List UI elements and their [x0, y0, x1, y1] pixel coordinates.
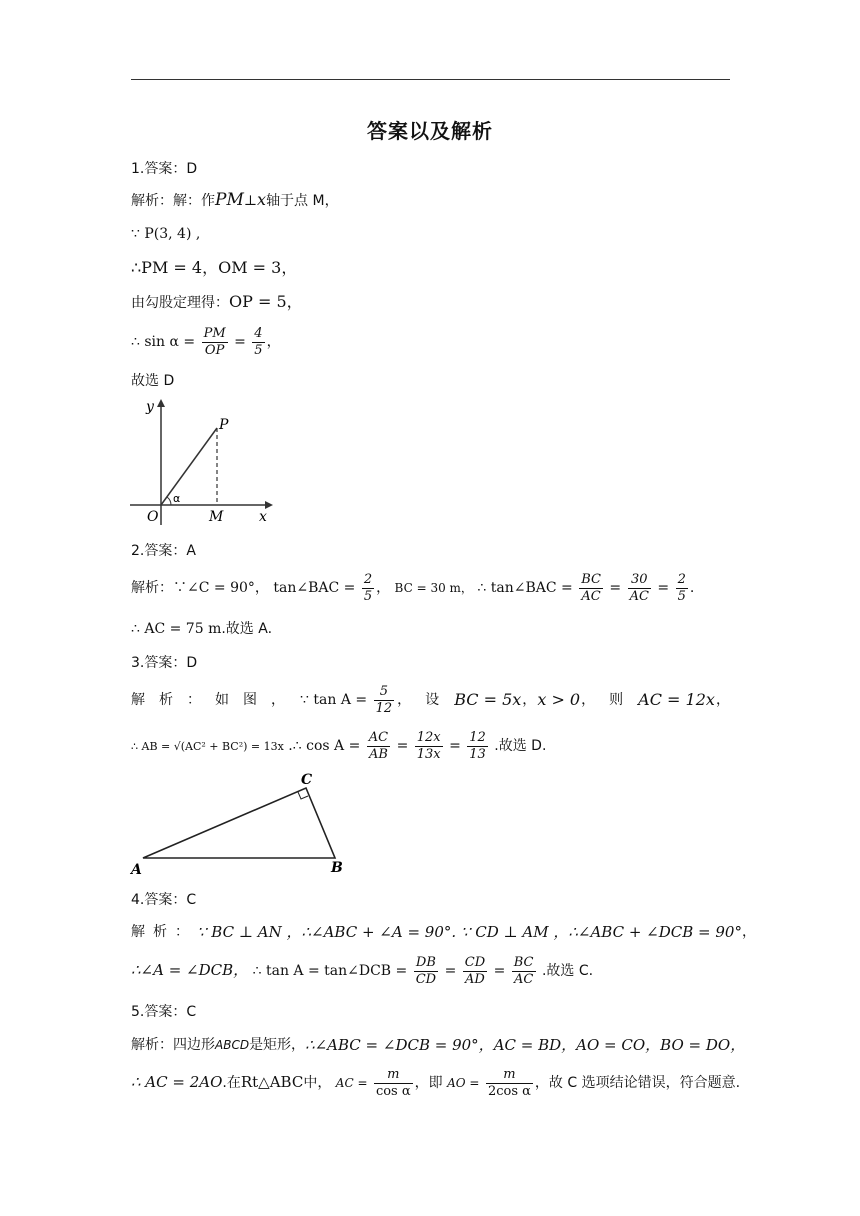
q4-frac3-den: AC [513, 971, 534, 987]
q4-l1d: . ∵ CD ⊥ AM ， [451, 923, 569, 941]
q3-frac3 [467, 730, 488, 763]
q4-l2eq1: = [444, 963, 457, 979]
q3-l2a: ∴ AB = √(AC² + BC²) = 13x [131, 740, 284, 753]
q2-frac2 [579, 572, 603, 605]
q2-frac2-den: AC [581, 588, 601, 604]
right-angle-mark [298, 792, 308, 799]
q5-frac2-den: 2cos α [487, 1083, 531, 1099]
q2-line1 [131, 568, 694, 608]
q5-l2d: 中， [303, 1075, 332, 1091]
q4-frac2-den: AD [465, 971, 485, 987]
q2-line2 [131, 619, 272, 639]
q3-l1b: ∵ tan A = [300, 692, 368, 708]
q5-l1b: ABCD [215, 1038, 250, 1052]
label-p: P [219, 417, 229, 433]
q3-frac0-num: 5 [374, 684, 395, 701]
q5-l1e: AC = BD， [493, 1036, 577, 1054]
q2-frac1-num: 2 [363, 571, 373, 587]
q3-l1g: x > 0 [537, 690, 581, 709]
q3-l1i: AC = 12x [638, 690, 715, 709]
q2-l1e: ∴ tan∠BAC = [477, 580, 573, 596]
label-y: y [146, 399, 154, 415]
q4-frac3-num: BC [513, 954, 534, 970]
q4-frac2 [463, 955, 487, 988]
q1-l4a: 由勾股定理得： [131, 295, 229, 311]
q1-l1d: x [257, 190, 267, 209]
q4-frac1 [414, 955, 438, 988]
y-arrow [157, 399, 165, 407]
q3-frac2-num: 12x [416, 729, 441, 745]
q2-l1eq2: = [657, 580, 670, 596]
q4-l2a: ∴∠A = ∠DCB， [131, 961, 249, 979]
q5-l2h: ，故 C 选项结论错误，符合题意. [534, 1075, 741, 1091]
q2-l2b: .故选 A. [221, 621, 273, 637]
q3-l1c: ，设 [397, 692, 454, 708]
q2-l1d: BC = 30 m， [394, 581, 473, 595]
q3-l1e: BC = 5x [454, 690, 522, 709]
q2-frac2-num: BC [581, 571, 601, 587]
q2-frac4 [676, 572, 688, 605]
q5-l1d: ∴∠ABC = ∠DCB = 90°， [305, 1036, 494, 1054]
q3-frac0 [374, 684, 395, 717]
q1-frac2-num: 4 [254, 325, 263, 341]
q2-frac3-den: AC [629, 588, 649, 604]
q2-answer: 2.答案：A [131, 543, 196, 559]
q1-answer: 1.答案：D [131, 161, 198, 177]
q5-frac1 [374, 1067, 413, 1100]
q4-frac2-num: CD [464, 954, 486, 970]
q4-l1e: ∴∠ABC + ∠DCB = 90° [568, 923, 742, 941]
q4-l2c: .故选 C. [541, 963, 594, 979]
q3-frac3-num: 12 [469, 729, 486, 745]
q3-l2c: .故选 D. [494, 738, 547, 754]
q5-answer: 5.答案：C [131, 1004, 197, 1020]
label-a: A [131, 862, 142, 878]
q5-l1g: BO = DO， [660, 1036, 746, 1054]
q4-frac3 [512, 955, 536, 988]
q2-frac1 [362, 572, 374, 605]
q5-l1c: 是矩形， [249, 1037, 306, 1053]
q5-frac1-num: m [374, 1067, 413, 1084]
q1-l5end: ， [266, 334, 281, 350]
segment-op [161, 428, 217, 505]
q1-line5 [131, 322, 281, 362]
q5-l2c: Rt△ABC [240, 1073, 304, 1091]
q1-l5a: ∴ sin α = [131, 334, 196, 350]
q3-frac2 [415, 730, 443, 763]
q1-frac1-den: OP [204, 342, 225, 358]
q2-frac4-num: 2 [677, 571, 686, 587]
q5-l2g: AO = [447, 1076, 480, 1090]
page-title: 答案以及解析 [367, 119, 493, 143]
q1-line3: ∴PM = 4，OM = 3， [131, 258, 298, 277]
q1-line1 [131, 190, 339, 211]
q4-l2eq2: = [493, 963, 506, 979]
q5-line1 [131, 1035, 746, 1055]
q2-l1c: ， [376, 580, 391, 596]
q1-l4b: OP = 5， [229, 292, 303, 311]
q1-l5eq: = [234, 334, 246, 350]
q3-l1h: ，则 [581, 692, 638, 708]
q5-l2b: .在 [222, 1075, 241, 1091]
q5-l2e: AC = [335, 1076, 368, 1090]
q4-l1f: ， [741, 924, 756, 940]
q1-frac2-den: 5 [254, 342, 263, 358]
q3-frac3-den: 13 [469, 746, 486, 762]
q2-frac3-num: 30 [628, 572, 651, 589]
q3-l2eq2: = [449, 738, 461, 754]
q2-frac3 [628, 572, 651, 605]
q3-l2b: .∴ cos A = [288, 738, 361, 754]
q2-l2a: ∴ AC = 75 m [131, 621, 222, 637]
label-b: B [331, 860, 343, 876]
q5-l2a: ∴ AC = 2AO [131, 1073, 223, 1091]
q2-l1b: tan∠BAC = [273, 580, 356, 596]
q3-line1 [131, 680, 730, 720]
q3-frac1-den: AB [368, 746, 388, 762]
q3-l2eq1: = [396, 738, 409, 754]
q2-frac1-den: 5 [363, 588, 373, 604]
q2-l1a: 解析：∵∠C = 90°， [131, 580, 269, 596]
q3-l1b-wrap [300, 680, 396, 720]
q4-frac1-num: DB [414, 955, 438, 972]
q5-l1a: 解析：四边形 [131, 1037, 215, 1053]
q1-l1b: PM [215, 190, 244, 210]
q3-answer: 3.答案：D [131, 655, 198, 671]
q5-line2 [131, 1062, 740, 1103]
q4-l1c: ∴∠ABC + ∠A = 90° [301, 923, 452, 941]
top-rule [131, 79, 730, 80]
label-x: x [259, 509, 267, 525]
q2-l1end: . [689, 580, 695, 596]
label-alpha: α [173, 492, 181, 505]
q3-line2 [131, 726, 546, 767]
q2-l1eq1: = [609, 580, 622, 596]
q2-frac4-den: 5 [677, 588, 686, 604]
q4-l2b: ∴ tan A = tan∠DCB = [252, 963, 408, 979]
label-m: M [209, 509, 224, 525]
q3-l1f: ， [522, 692, 537, 708]
q1-line2: ∵ P(3, 4) , [131, 226, 201, 242]
q3-l1j: ， [715, 692, 730, 708]
q4-frac1-den: CD [415, 971, 437, 987]
q1-choice: 故选 D [131, 373, 175, 389]
angle-arc [167, 497, 171, 505]
q5-l1f: AO = CO， [576, 1036, 661, 1054]
q3-frac1-num: AC [368, 729, 389, 745]
q1-line4 [131, 292, 303, 313]
q4-l1a: 解析： [131, 924, 197, 940]
q1-frac1 [202, 326, 228, 359]
q4-answer: 4.答案：C [131, 892, 197, 908]
q5-frac2-num: m [486, 1067, 533, 1084]
x-arrow [265, 501, 273, 509]
q4-line2 [131, 950, 593, 991]
q1-frac1-num: PM [203, 325, 226, 341]
q1-l1a: 解析：解：作 [131, 193, 215, 209]
q1-frac2 [252, 326, 264, 359]
q4-l1b: ∵ BC ⊥ AN ， [197, 923, 302, 941]
q3-frac0-den: 12 [375, 700, 393, 716]
q5-frac1-den: cos α [375, 1083, 411, 1099]
q1-l1e: 轴于点 M， [266, 193, 339, 209]
q5-l1-group [131, 1035, 305, 1055]
q3-figure [125, 770, 355, 878]
q3-frac1 [367, 730, 390, 763]
q3-frac2-den: 13x [416, 746, 441, 762]
q4-line1 [131, 922, 756, 942]
q5-l2f: ，即 [414, 1075, 443, 1091]
q3-l1a: 解析：如图， [131, 692, 299, 708]
q1-l1c: ⊥ [243, 193, 258, 209]
label-o: O [147, 509, 159, 525]
q5-frac2 [486, 1067, 533, 1100]
q1-figure [125, 395, 285, 530]
label-c: C [301, 772, 313, 788]
triangle-abc [143, 788, 335, 858]
